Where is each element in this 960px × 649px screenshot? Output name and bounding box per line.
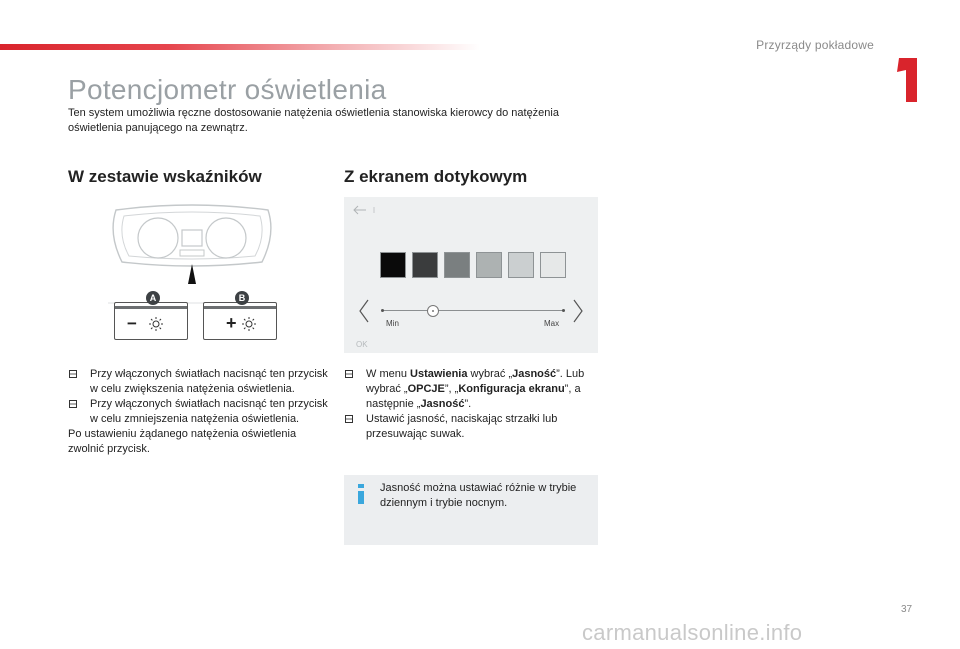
release-note: Po ustawieniu żądanego natężenia oświetlenia zwolnić przycisk. xyxy=(68,428,297,455)
slider-end-min xyxy=(381,309,384,312)
heading-instrument-panel: W zestawie wskaźników xyxy=(68,167,262,186)
watermark: carmanualsonline.info xyxy=(582,620,803,645)
brightness-swatch[interactable] xyxy=(444,252,470,278)
checkbox-bullet-icon xyxy=(69,370,77,378)
center-display xyxy=(182,230,202,246)
plus-icon: + xyxy=(226,313,237,333)
header-accent-bar xyxy=(0,44,480,50)
slider-min-label: Min xyxy=(386,319,399,328)
page-number: 37 xyxy=(901,604,913,615)
badge-b: B xyxy=(235,291,249,305)
button-b[interactable] xyxy=(203,302,277,340)
speedometer-dial xyxy=(138,218,178,258)
right-instructions xyxy=(344,367,594,442)
left-instructions xyxy=(68,367,328,457)
checkbox-bullet-icon xyxy=(345,415,353,423)
arrow-left-icon[interactable] xyxy=(358,299,370,323)
bullet-text: Ustawić jasność, naciskając strzałki lub przesuwając suwak. xyxy=(366,413,558,440)
chapter-number xyxy=(893,56,919,104)
brightness-swatch[interactable] xyxy=(412,252,438,278)
bullet-text: Przy włączonych światłach nacisnąć ten przycisk w celu zmniejszenia natężenia oświetlenia. xyxy=(90,398,328,425)
brightness-icon xyxy=(149,317,163,331)
brightness-swatches xyxy=(380,252,566,278)
instrument-cluster-illustration xyxy=(108,198,276,348)
intro-text: Ten system umożliwia ręczne dostosowanie natężenia oświetlenia stanowiska kierowcy do natężenia oświetlenia panującego na zewnątrz. xyxy=(68,107,559,134)
slider-track xyxy=(382,310,564,311)
badge-a: A xyxy=(146,291,160,305)
brightness-icon xyxy=(242,317,256,331)
arrow-right-icon[interactable] xyxy=(572,299,584,323)
page-title: Potencjometr oświetlenia xyxy=(68,74,387,105)
pointer-arrow-icon xyxy=(188,264,196,284)
slider-end-max xyxy=(562,309,565,312)
brightness-swatch[interactable] xyxy=(540,252,566,278)
checkbox-bullet-icon xyxy=(345,370,353,378)
bullet-text: Przy włączonych światłach nacisnąć ten przycisk w celu zwiększenia natężenia oświetlenia. xyxy=(90,368,328,395)
brightness-swatch[interactable] xyxy=(380,252,406,278)
info-box xyxy=(344,475,598,545)
slider-knob[interactable] xyxy=(427,305,439,317)
touch-screen-illustration xyxy=(344,197,598,353)
back-arrow-icon[interactable] xyxy=(352,205,378,215)
brightness-slider[interactable] xyxy=(382,305,564,317)
info-text: Jasność można ustawiać różnie w trybie dziennym i trybie nocnym. xyxy=(380,482,577,509)
minus-icon: − xyxy=(127,314,137,333)
list-item xyxy=(344,367,594,412)
tachometer-dial xyxy=(206,218,246,258)
list-item xyxy=(68,367,328,397)
info-icon xyxy=(355,484,367,504)
slider-max-label: Max xyxy=(544,319,560,328)
button-a[interactable] xyxy=(114,302,188,340)
ok-button[interactable]: OK xyxy=(356,340,368,349)
checkbox-bullet-icon xyxy=(69,400,77,408)
bullet-text: W menu Ustawienia wybrać „Jasność”. Lub wybrać „OPCJE”, „Konfiguracja ekranu”, a następnie „Jasność”. xyxy=(366,368,585,410)
list-item xyxy=(344,412,594,442)
brightness-swatch[interactable] xyxy=(508,252,534,278)
brightness-swatch[interactable] xyxy=(476,252,502,278)
section-title: Przyrządy pokładowe xyxy=(756,38,874,52)
list-item xyxy=(68,397,328,427)
heading-touch-screen: Z ekranem dotykowym xyxy=(344,167,528,186)
